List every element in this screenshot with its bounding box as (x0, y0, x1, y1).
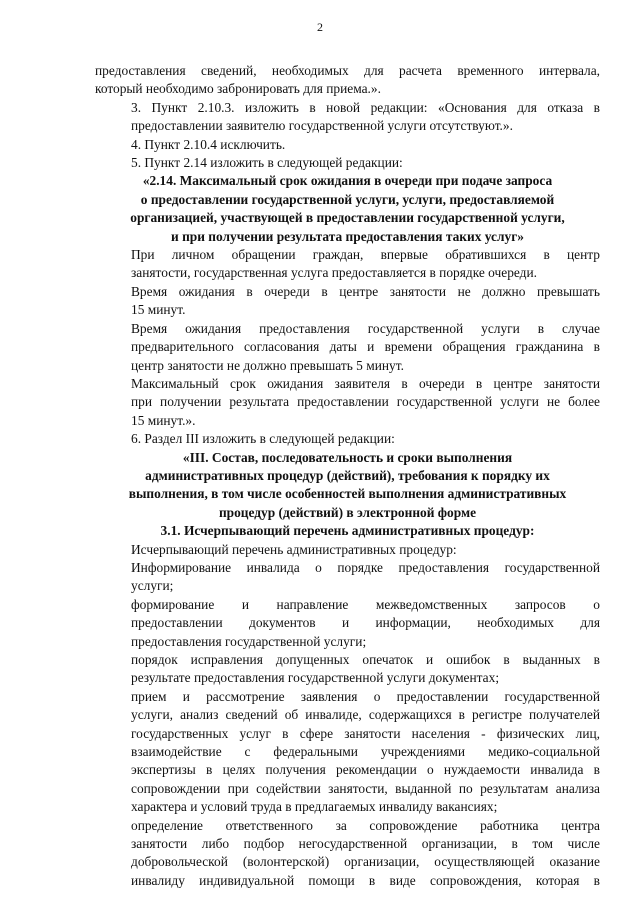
text-line: процедур (действий) в электронной форме (218, 504, 477, 520)
text-line: услуги; (131, 578, 174, 594)
text-line: порядок исправления допущенных опечаток и ошибок в выданных в (131, 652, 600, 667)
text-line: административных процедур (действий), требования к порядку их (145, 467, 550, 483)
paragraph (95, 246, 600, 283)
text-line: При личном обращении граждан, впервые обратившихся в центр (131, 247, 600, 263)
paragraph (95, 596, 600, 651)
text-line: организацией, участвующей в предоставлении государственной услуги, (130, 210, 565, 226)
paragraph (95, 375, 600, 430)
section-heading (95, 449, 600, 523)
paragraph (95, 559, 600, 596)
document-body (95, 62, 600, 890)
text-line: который необходимо забронировать для приема.». (95, 81, 381, 97)
text-line: 6. Раздел III изложить в следующей редакции: (131, 431, 395, 447)
text-line: занятости, государственная услуга предоставляется в порядке очереди. (131, 265, 537, 281)
paragraph (95, 541, 600, 559)
paragraph (95, 136, 600, 154)
text-line: 15 минут. (131, 302, 186, 318)
paragraph (95, 154, 600, 172)
text-line: предоставлении документов и информации, необходимых для (131, 615, 600, 631)
text-line: формирование и направление межведомственных запросов о (131, 596, 600, 612)
text-line: добровольческой (волонтерской) организации, осуществляющей оказание (131, 854, 600, 870)
text-line: предварительного согласования даты и времени обращения гражданина в (131, 339, 600, 355)
paragraph (95, 62, 600, 99)
paragraph (95, 688, 600, 817)
text-line: взаимодействие с федеральными учреждениями медико-социальной (131, 744, 600, 760)
text-line: государственных услуг в сфере занятости населения - физических лиц, (131, 725, 600, 741)
text-line: прием и рассмотрение заявления о предоставлении государственной (131, 688, 600, 704)
text-line: предоставления сведений, необходимых для расчета временного интервала, (95, 63, 600, 78)
section-heading (95, 172, 600, 246)
text-line: 3.1. Исчерпывающий перечень административных процедур: (160, 523, 535, 539)
text-line: и при получении результата предоставления таких услуг» (171, 228, 524, 244)
text-line: «III. Состав, последовательность и сроки выполнения (182, 449, 513, 465)
paragraph (95, 651, 600, 688)
text-line: предоставлении заявителю государственной услуги отсутствуют.». (131, 118, 513, 134)
text-line: сопровождении при содействии занятости, выданной по результатам анализа (131, 780, 600, 796)
text-line: при получении результата предоставлении государственной услуги не более (131, 394, 600, 410)
page-number: 2 (317, 20, 323, 34)
text-line: предоставления государственной услуги; (131, 633, 367, 649)
text-line: центр занятости не должно превышать 5 минут. (131, 357, 404, 373)
text-line: выполнения, в том числе особенностей выполнения административных (128, 486, 567, 502)
section-heading (95, 522, 600, 540)
text-line: Исчерпывающий перечень административных процедур: (131, 541, 457, 557)
text-line: инвалиду индивидуальной помощи в виде сопровождения, которая в (131, 872, 600, 888)
paragraph (95, 283, 600, 320)
paragraph (95, 99, 600, 136)
paragraph (95, 320, 600, 375)
text-line: результате предоставления государственной услуги документах; (131, 670, 500, 686)
paragraph (95, 430, 600, 448)
text-line: определение ответственного за сопровождение работника центра (131, 817, 600, 833)
paragraph (95, 817, 600, 891)
text-line: услуги, анализ сведений об инвалиде, содержащихся в регистре получателей (131, 707, 600, 723)
text-line: Максимальный срок ожидания заявителя в очереди в центре занятости (131, 375, 600, 391)
text-line: «2.14. Максимальный срок ожидания в очереди при подаче запроса (142, 173, 553, 189)
text-line: Время ожидания в очереди в центре занятости не должно превышать (131, 283, 600, 299)
text-line: занятости либо подбор негосударственной организации, в том числе (131, 836, 600, 852)
text-line: 15 минут.». (131, 412, 196, 428)
text-line: 4. Пункт 2.10.4 исключить. (131, 136, 286, 152)
text-line: Информирование инвалида о порядке предоставления государственной (131, 559, 600, 575)
text-line: о предоставлении государственной услуги, услуги, предоставляемой (140, 191, 555, 207)
text-line: Время ожидания предоставления государственной услуги в случае (131, 320, 600, 336)
text-line: экспертизы в целях получения рекомендации о нуждаемости инвалида в (131, 762, 600, 778)
text-line: характера и условий труда в предлагаемых инвалиду вакансиях; (131, 799, 498, 815)
text-line: 3. Пункт 2.10.3. изложить в новой редакции: «Основания для отказа в (131, 99, 600, 115)
text-line: 5. Пункт 2.14 изложить в следующей редакции: (131, 155, 403, 171)
